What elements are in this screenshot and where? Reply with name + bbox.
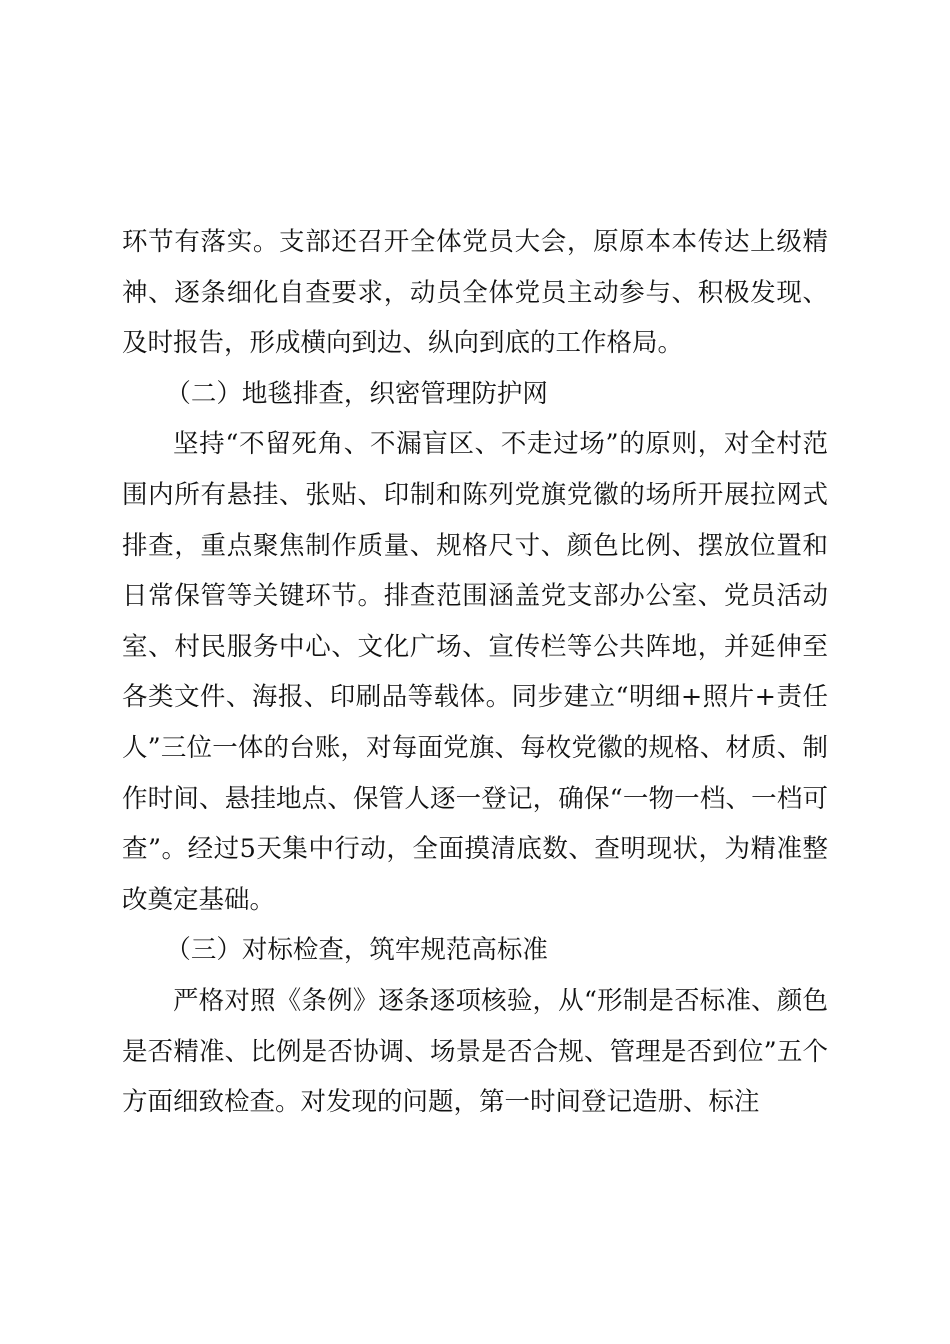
section-heading-2: （二）地毯排查，织密管理防护网 — [165, 378, 548, 409]
paragraph-standards-check: 严格对照《条例》逐条逐项核验，从“形制是否标准、颜色是否精准、比例是否协调、场景是否合规、管理是否到位”五个方面细致检查。对发现的问题，第一时间登记造册、标注 — [122, 985, 828, 1118]
paragraph-continued: 环节有落实。支部还召开全体党员大会，原原本本传达上级精神、逐条细化自查要求，动员全体党员主动参与、积极发现、及时报告，形成横向到边、纵向到底的工作格局。 — [122, 227, 828, 359]
section-heading-3: （三）对标检查，筑牢规范高标准 — [165, 935, 548, 966]
document-page — [122, 217, 828, 1128]
paragraph-inspection: 坚持“不留死角、不漏盲区、不走过场”的原则，对全村范围内所有悬挂、张贴、印制和陈列党旗党徽的场所开展拉网式排查，重点聚焦制作质量、规格尺寸、颜色比例、摆放位置和日常保管等关键环节。排查范围涵盖党支部办公室、党员活动室、村民服务中心、文化广场、宣传栏等公共阵地，并延伸至各类文件、海报、印刷品等载体。同步建立“明细+照片+责任人”三位一体的台账，对每面党旗、每枚党徽的规格、材质、制作时间、悬挂地点、保管人逐一登记，确保“一物一档、一档可查”。经过5天集中行动，全面摸清底数、查明现状，为精准整改奠定基础。 — [122, 429, 828, 915]
